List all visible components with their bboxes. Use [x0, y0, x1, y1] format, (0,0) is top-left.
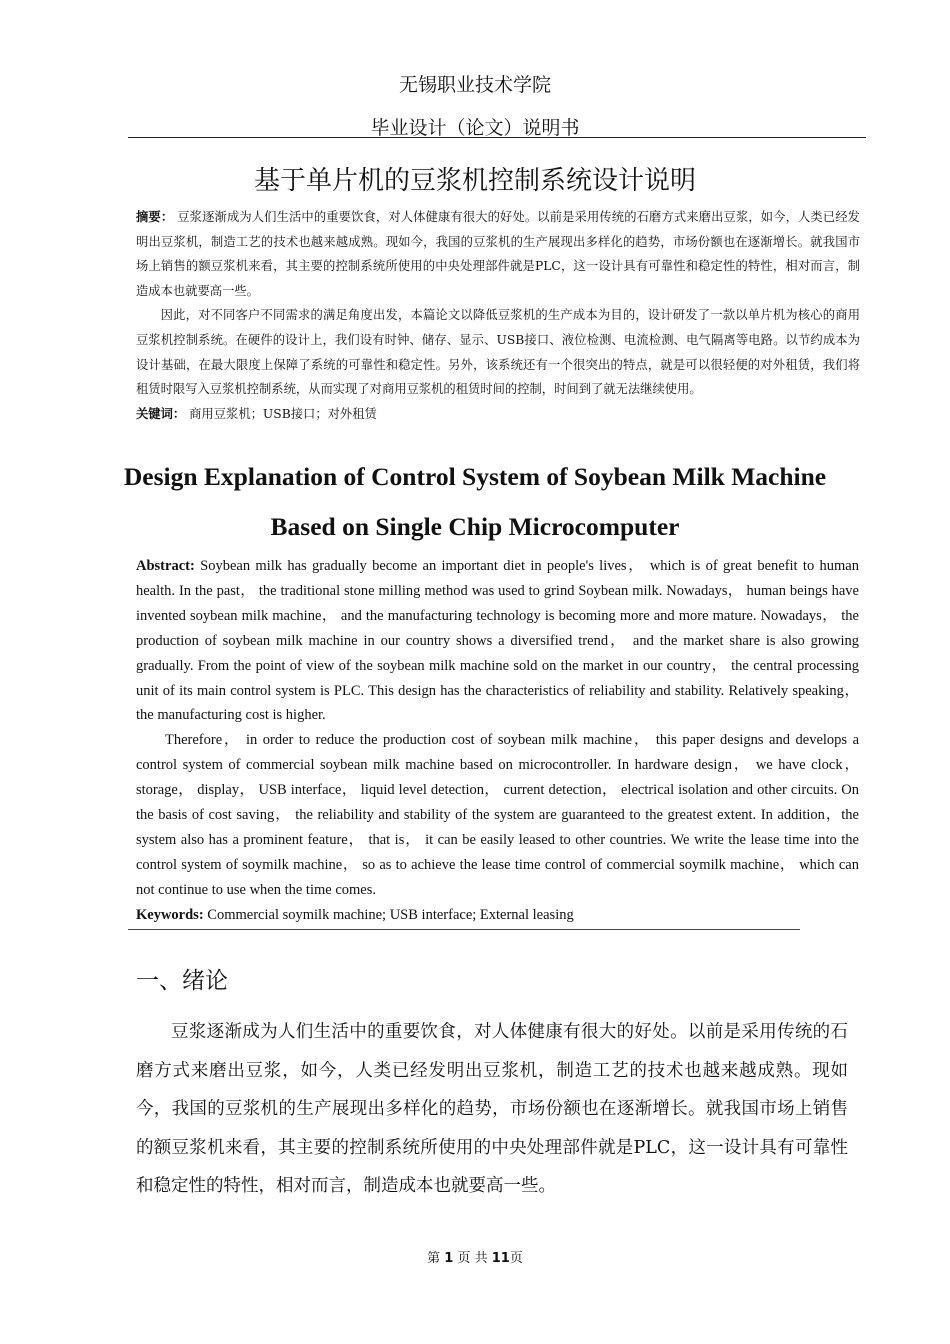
- abstract-cn-text-1: 豆浆逐渐成为人们生活中的重要饮食，对人体健康有很大的好处。以前是采用传统的石磨方式来磨出豆浆，如今，人类已经发明出豆浆机，制造工艺的技术也越来越成熟。现如今，我国的豆浆机的生产展现出多样化的趋势，市场份额也在逐渐增长。就我国市场上销售的额豆浆机来看，其主要的控制系统所使用的中央处理部件就是PLC，这一设计具有可靠性和稳定性的特性，相对而言，制造成本也就要高一些。: [136, 210, 860, 298]
- page-number: 1: [444, 1251, 454, 1266]
- chinese-title: 基于单片机的豆浆机控制系统设计说明: [253, 166, 696, 196]
- keywords-en: Commercial soymilk machine; USB interface; External leasing: [207, 906, 574, 923]
- english-abstract-p1: [136, 554, 859, 728]
- abstract-rule: [128, 929, 800, 930]
- footer-suffix: 页: [509, 1251, 523, 1266]
- section-body: [136, 1013, 848, 1206]
- chinese-abstract-p1: [136, 205, 860, 303]
- english-keywords: [136, 903, 859, 928]
- section-paragraph: 豆浆逐渐成为人们生活中的重要饮食，对人体健康有很大的好处。以前是采用传统的石磨方式来磨出豆浆，如今，人类已经发明出豆浆机，制造工艺的技术也越来越成熟。现如今，我国的豆浆机的生产展现出多样化的趋势，市场份额也在逐渐增长。就我国市场上销售的额豆浆机来看，其主要的控制系统所使用的中央处理部件就是PLC，这一设计具有可靠性和稳定性的特性，相对而言，制造成本也就要高一些。: [136, 1022, 848, 1196]
- keywords-cn: 商用豆浆机；USB接口；对外租赁: [189, 406, 377, 421]
- total-pages: 11: [491, 1251, 510, 1266]
- abstract-label-cn: 摘要：: [136, 210, 174, 224]
- document-type: 毕业设计（论文）说明书: [370, 117, 580, 139]
- abstract-en-text-1: Soybean milk has gradually become an important diet in people's lives， which is of great benefit to human health. In the past， the traditional stone milling method was used to grind Soybean milk. Nowadays， human beings have invented soybean milk machine， and the manufacturing technology is becoming more and more mature. Nowadays， the production of soybean milk machine in our country shows a diversified trend， and the market share is also growing gradually. From the point of view of the soybean milk machine sold on the market in our country， the central processing unit of its main control system is PLC. This design has the characteristics of reliability and stability. Relatively speaking，the manufacturing cost is higher.: [136, 558, 859, 724]
- chinese-abstract: [136, 205, 860, 426]
- english-abstract: [136, 554, 859, 928]
- chinese-abstract-p2: 因此，对不同客户不同需求的满足角度出发，本篇论文以降低豆浆机的生产成本为目的，设计研发了一款以单片机为核心的商用豆浆机控制系统。在硬件的设计上，我们设有时钟、储存、显示、USB接口、液位检测、电流检测、电气隔离等电路。以节约成本为设计基础，在最大限度上保障了系统的可靠性和稳定性。另外，该系统还有一个很突出的特点，就是可以很轻便的对外租赁，我们将租赁时限写入豆浆机控制系统，从而实现了对商用豆浆机的租赁时间的控制，时间到了就无法继续使用。: [136, 308, 860, 397]
- header-rule: [128, 137, 866, 138]
- keywords-label-en: Keywords:: [136, 906, 204, 923]
- abstract-label-en: Abstract:: [136, 558, 195, 574]
- page-footer: [0, 1247, 950, 1266]
- footer-mid: 页 共: [457, 1251, 488, 1266]
- english-title-line2: Based on Single Chip Microcomputer: [270, 512, 680, 541]
- section-heading: 一、绪论: [136, 968, 228, 994]
- english-title-line1: Design Explanation of Control System of Soybean Milk Machine: [123, 462, 827, 491]
- footer-prefix: 第: [427, 1251, 441, 1266]
- chinese-keywords: [136, 402, 860, 427]
- school-name: 无锡职业技术学院: [398, 74, 551, 96]
- keywords-label-cn: 关键词：: [136, 406, 186, 421]
- english-abstract-p2: Therefore， in order to reduce the production cost of soybean milk machine， this paper designs and develops a control system of commercial soybean milk machine based on microcontroller. In hardware design， we have clock，storage， display， USB interface， liquid level detection， current detection， electrical isolation and other circuits. On the basis of cost saving， the reliability and stability of the system are guaranteed to the greatest extent. In addition，the system also has a prominent feature， that is， it can be easily leased to other countries. We write the lease time into the control system of soymilk machine， so as to achieve the lease time control of commercial soymilk machine， which can not continue to use when the time comes.: [136, 732, 859, 898]
